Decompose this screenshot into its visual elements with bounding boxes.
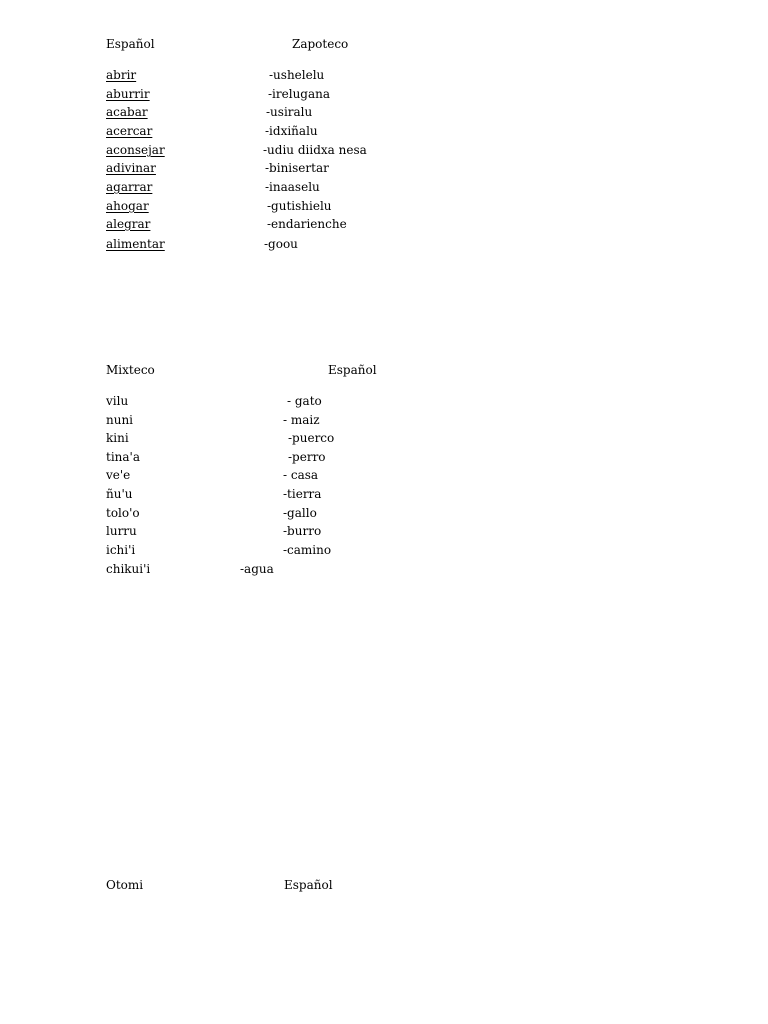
spanish-word: alimentar xyxy=(106,237,165,251)
spanish-word: aconsejar xyxy=(106,143,165,157)
zapotec-word: -binisertar xyxy=(265,161,329,175)
spanish-word: abrir xyxy=(106,68,137,82)
spanish-word: acabar xyxy=(106,105,148,119)
spanish-word: -burro xyxy=(283,524,322,538)
zapotec-word: -usiralu xyxy=(266,105,313,119)
spanish-word: -puerco xyxy=(288,431,335,445)
mixtec-word: tina'a xyxy=(106,450,140,464)
spanish-word: - gato xyxy=(287,394,322,408)
mixtec-word: vilu xyxy=(106,394,129,408)
spanish-word: -camino xyxy=(283,543,332,557)
mixtec-word: ñu'u xyxy=(106,487,133,501)
zapotec-word: -inaaselu xyxy=(265,180,320,194)
mixtec-word: kini xyxy=(106,431,129,445)
spanish-word: agarrar xyxy=(106,180,153,194)
mixtec-word: chikui'i xyxy=(106,562,151,576)
zapotec-word: -endarienche xyxy=(267,217,347,231)
zapotec-word: -ushelelu xyxy=(269,68,325,82)
zapotec-word: -udiu diidxa nesa xyxy=(263,143,367,157)
zapotec-word: -idxiñalu xyxy=(265,124,318,138)
spanish-word: -gallo xyxy=(283,506,317,520)
mixtec-word: lurru xyxy=(106,524,137,538)
mixtec-word: nuni xyxy=(106,413,134,427)
header-mixteco: Mixteco xyxy=(106,363,155,377)
zapotec-word: -gutishielu xyxy=(267,199,332,213)
spanish-word: alegrar xyxy=(106,217,151,231)
header-zapoteco: Zapoteco xyxy=(292,37,349,51)
spanish-word: ahogar xyxy=(106,199,149,213)
mixtec-word: tolo'o xyxy=(106,506,140,520)
spanish-word: aburrir xyxy=(106,87,150,101)
header-espanol: Español xyxy=(328,363,377,377)
mixtec-word: ve'e xyxy=(106,468,131,482)
spanish-word: - casa xyxy=(283,468,319,482)
zapotec-word: -goou xyxy=(264,237,298,251)
spanish-word: - maiz xyxy=(283,413,320,427)
spanish-word: -perro xyxy=(288,450,326,464)
mixtec-word: ichi'i xyxy=(106,543,136,557)
spanish-word: acercar xyxy=(106,124,153,138)
spanish-word: adivinar xyxy=(106,161,156,175)
spanish-word: -tierra xyxy=(283,487,322,501)
header-espanol: Español xyxy=(284,878,333,892)
header-espanol: Español xyxy=(106,37,155,51)
header-otomi: Otomi xyxy=(106,878,144,892)
spanish-word: -agua xyxy=(240,562,274,576)
zapotec-word: -irelugana xyxy=(268,87,331,101)
